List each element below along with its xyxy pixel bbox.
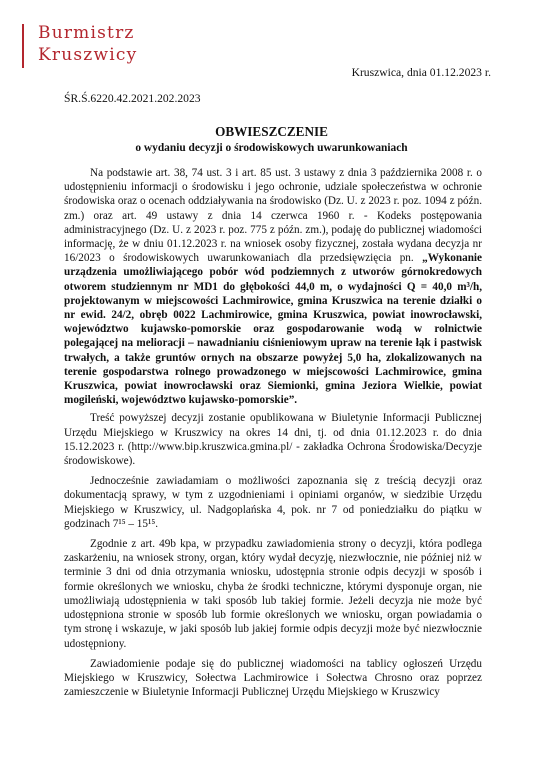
- logo-line-2: Kruszwicy: [38, 45, 138, 65]
- paragraph-1-text: Na podstawie art. 38, 74 ust. 3 i art. 85 ust. 3 ustawy z dnia 3 października 2008 r. o udostępnieniu informacji o środowisku i jego ochronie, udziale społeczeństwa w ochronie środowiska oraz o ocenach oddziaływania na środowisko (Dz. U. z 2023 r. poz. 1094 z późn. zm.) oraz art. 49 ustawy z dnia 14 czerwca 1960 r. - Kodeks postępowania administracyjnego (Dz. U. z 2023 r. poz. 775 z późn. zm.), podaję do publicznej wiadomości informację, że w dniu 01.12.2023 r. na wniosek osoby fizycznej, została wydana decyzja nr 16/2023 o środowiskowych uwarunkowaniach dla przedsięwzięcia pn.: [64, 167, 482, 265]
- paragraph-1: [64, 166, 482, 407]
- document-date: Kruszwica, dnia 01.12.2023 r.: [351, 66, 491, 79]
- document-title: OBWIESZCZENIE: [215, 124, 328, 139]
- logo-line-1: Burmistrz: [38, 23, 135, 43]
- paragraph-2: Treść powyższej decyzji zostanie opublikowana w Biuletynie Informacji Publicznej Urzędu Miejskiego w Kruszwicy na okres 14 dni, tj. od dnia 01.12.2023 r. do dnia 15.12.2023 r. (http://www.bip.kruszwica.gmina.pl/ - zakładka Ochrona Środowiska/Decyzje środowiskowe).: [64, 412, 482, 468]
- document-body: [64, 166, 482, 705]
- paragraph-4: Zgodnie z art. 49b kpa, w przypadku zawiadomienia strony o decyzji, która podlega zaskarżeniu, na wniosek strony, organ, który wydał decyzję, niezwłocznie, nie później niż w terminie 3 dni od dnia otrzymania wniosku, udostępnia stronie odpis decyzji w sposób i formie określonych we wniosku, chyba że środki techniczne, którymi dysponuje organ, nie umożliwiają udostępnienia w taki sposób lub takiej formie. Jeżeli decyzja nie może być udostępniona stronie w sposób lub formie określonych we wniosku, organ powiadamia o tym stronę i wskazuje, w jaki sposób lub jakiej formie odpis decyzji może być niezwłocznie udostępniony.: [64, 538, 482, 650]
- logo: [38, 22, 137, 66]
- paragraph-5: Zawiadomienie podaje się do publicznej wiadomości na tablicy ogłoszeń Urzędu Miejskiego w Kruszwicy, Sołectwa Lachmirowice i Sołectwa Chrosno oraz poprzez zamieszczenie w Biuletynie Informacji Publicznej Urzędu Miejskiego w Kruszwicy: [64, 657, 482, 699]
- logo-accent-bar: [22, 24, 24, 68]
- project-name: „Wykonanie urządzenia umożliwiającego pobór wód podziemnych z utworów górnokredowych otworem studziennym nr MD1 do głębokości 44,0 m, o wydajności Q = 40,0 m³/h, projektowanym w miejscowości Lachmirowice, gmina Kruszwica na terenie działki o nr ewid. 24/2, obręb 0022 Lachmirowice, gmina Kruszwica, powiat inowrocławski, województwo kujawsko-pomorskie oraz gospodarowanie wodą w rolnictwie polegającej na melioracji – nawadnianiu ciśnieniowym upraw na terenie łąk i pastwisk trwałych, a także gruntów ornych na obszarze powyżej 5,0 ha, zlokalizowanych na terenie gospodarstwa rolnego prowadzonego w miejscowości Lachmirowice, gmina Kruszwica, powiat inowrocławski oraz Siemionki, gmina Jeziora Wielkie, powiat mogileński, województwo kujawsko-pomorskie”.: [64, 252, 482, 407]
- document-subtitle: o wydaniu decyzji o środowiskowych uwarunkowaniach: [135, 142, 408, 154]
- reference-number: ŚR.Ś.6220.42.2021.202.2023: [64, 92, 201, 105]
- paragraph-3: Jednocześnie zawiadamiam o możliwości zapoznania się z treścią decyzji oraz dokumentacją sprawy, w tym z uzgodnieniami i opiniami organów, w siedzibie Urzędu Miejskiego w Kruszwicy, ul. Nadgoplańska 4, pok. nr 7 od poniedziałku do piątku w godzinach 7¹⁵ – 15¹⁵.: [64, 475, 482, 530]
